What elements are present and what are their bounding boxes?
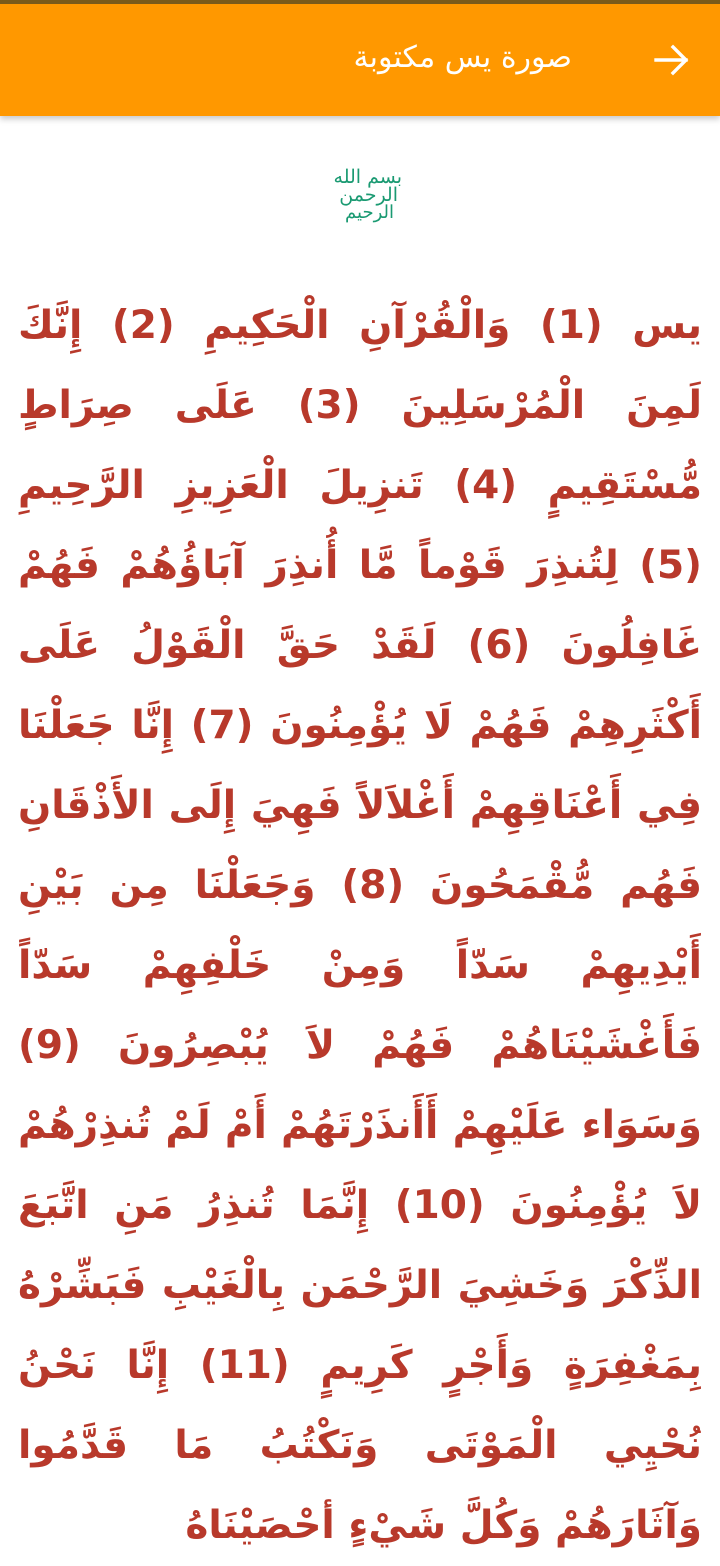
basmala-line: بسم الله	[333, 166, 402, 188]
status-strip	[0, 0, 720, 4]
page-title: صورة يس مكتوبة	[353, 40, 572, 75]
content-area[interactable]	[0, 116, 720, 1548]
basmala-line: الرحيم	[345, 202, 394, 223]
back-button[interactable]	[638, 30, 706, 90]
surah-text: يس (1) وَالْقُرْآنِ الْحَكِيمِ (2) إِنَّكَ لَمِنَ الْمُرْسَلِينَ (3) عَلَى صِرَاطٍ مُّسْتَقِيمٍ (4) تَنزِيلَ الْعَزِيزِ الرَّحِيمِ (5) لِتُنذِرَ قَوْماً مَّا أُنذِرَ آبَاؤُهُمْ فَهُمْ غَافِلُونَ (6) لَقَدْ حَقَّ الْقَوْلُ عَلَى أَكْثَرِهِمْ فَهُمْ لَا يُؤْمِنُونَ (7) إِنَّا جَعَلْنَا فِي أَعْنَاقِهِمْ أَغْلاَلاً فَهِيَ إِلَى الأَذْقَانِ فَهُم مُّقْمَحُونَ (8) وَجَعَلْنَا مِن بَيْنِ أَيْدِيهِمْ سَدّاً وَمِنْ خَلْفِهِمْ سَدّاً فَأَغْشَيْنَاهُمْ فَهُمْ لاَ يُبْصِرُونَ (9) وَسَوَاء عَلَيْهِمْ أَأَنذَرْتَهُمْ أَمْ لَمْ تُنذِرْهُمْ لاَ يُؤْمِنُونَ (10) إِنَّمَا تُنذِرُ مَنِ اتَّبَعَ الذِّكْرَ وَخَشِيَ الرَّحْمَن بِالْغَيْبِ فَبَشِّرْهُ بِمَغْفِرَةٍ وَأَجْرٍ كَرِيمٍ (11) إِنَّا نَحْنُ نُحْيِي الْمَوْتَى وَنَكْتُبُ مَا قَدَّمُوا وَآثَارَهُمْ وَكُلَّ شَيْءٍ أحْصَيْنَاهُ	[18, 303, 703, 1548]
basmala-calligraphy	[300, 164, 420, 232]
app-bar	[0, 0, 720, 116]
basmala-line: الرحمن	[339, 184, 398, 206]
arrow-icon	[654, 44, 690, 76]
